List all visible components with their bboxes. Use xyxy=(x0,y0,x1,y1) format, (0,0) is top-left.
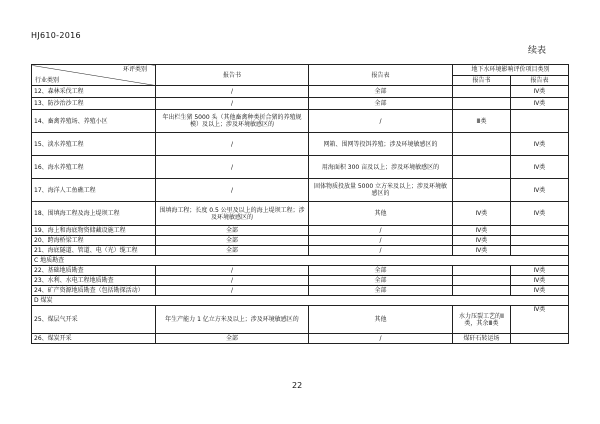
row-gw-form-cell xyxy=(511,236,569,246)
row-gw-form-cell: Ⅳ类 xyxy=(511,98,569,110)
table-row xyxy=(32,246,569,256)
row-report-form-cell: / xyxy=(309,110,453,133)
header-gw-report-book: 报告书 xyxy=(453,75,511,86)
row-name-cell: 15、淡水养殖工程 xyxy=(32,133,156,156)
row-report-form-cell: 其他 xyxy=(309,306,453,334)
row-gw-form-cell xyxy=(511,246,569,256)
row-gw-form-cell xyxy=(511,110,569,133)
row-name-cell: 12、森林采伐工程 xyxy=(32,86,156,98)
row-report-form-cell: 固体物质投放量 5000 立方米及以上；涉及环境敏感区的 xyxy=(309,179,453,202)
row-name-cell: 20、跨海桥梁工程 xyxy=(32,236,156,246)
row-name-cell: 22、基础地质勘查 xyxy=(32,266,156,276)
table-row xyxy=(32,226,569,236)
row-report-form-cell: 其他 xyxy=(309,202,453,226)
row-name-cell: 16、海水养殖工程 xyxy=(32,156,156,179)
row-gw-book-cell: 煤矸石转运场 xyxy=(453,334,511,344)
row-gw-form-cell: Ⅳ类 xyxy=(511,286,569,296)
row-gw-book-cell xyxy=(453,133,511,156)
row-gw-form-cell xyxy=(511,334,569,344)
row-gw-form-cell: Ⅳ类 xyxy=(511,266,569,276)
row-report-book-cell: 全部 xyxy=(156,334,309,344)
header-report-form: 报告表 xyxy=(309,65,453,86)
row-gw-book-cell: Ⅳ类 xyxy=(453,202,511,226)
header-industry-category: 行业类别 xyxy=(35,77,60,84)
row-gw-book-cell: Ⅳ类 xyxy=(453,246,511,256)
row-gw-form-cell: Ⅳ类 xyxy=(511,133,569,156)
row-gw-book-cell: 水力压裂工艺的Ⅱ类，其余Ⅲ类 xyxy=(453,306,511,334)
table-row xyxy=(32,276,569,286)
section-c-body xyxy=(32,256,569,266)
table-row xyxy=(32,266,569,276)
row-report-book-cell: / xyxy=(156,156,309,179)
header-report-book: 报告书 xyxy=(156,65,309,86)
row-name-cell: 18、围填海工程及海上堤坝工程 xyxy=(32,202,156,226)
row-report-book-cell: 全部 xyxy=(156,236,309,246)
row-gw-book-cell: Ⅳ类 xyxy=(453,236,511,246)
row-report-form-cell: 网箱、围网等投饵养殖；涉及环境敏感区的 xyxy=(309,133,453,156)
row-gw-book-cell xyxy=(453,286,511,296)
row-gw-book-cell xyxy=(453,86,511,98)
table-row xyxy=(32,202,569,226)
row-gw-form-cell: Ⅳ类 xyxy=(511,156,569,179)
page-number: 22 xyxy=(292,381,303,390)
diagonal-header-cell xyxy=(32,65,156,86)
row-gw-book-cell: Ⅲ类 xyxy=(453,110,511,133)
row-name-cell: 23、水利、水电工程地质勘查 xyxy=(32,276,156,286)
row-report-book-cell: 年出栏生猪 5000 头（其他畜禽种类折合猪的养殖规模）及以上；涉及环境敏感区的 xyxy=(156,110,309,133)
row-name-cell: 14、畜禽养殖场、养殖小区 xyxy=(32,110,156,133)
table-row xyxy=(32,110,569,133)
row-report-book-cell: 全部 xyxy=(156,246,309,256)
row-report-form-cell: 用海面积 300 亩及以上；涉及环境敏感区的 xyxy=(309,156,453,179)
row-report-form-cell: / xyxy=(309,236,453,246)
row-report-form-cell: 全部 xyxy=(309,266,453,276)
table-row xyxy=(32,156,569,179)
section-c-rows xyxy=(32,266,569,296)
header-groundwater-category: 地下水环境影响评价项目类别 xyxy=(453,65,569,76)
row-gw-form-cell xyxy=(511,226,569,236)
table-body xyxy=(32,86,569,256)
section-d-body xyxy=(32,296,569,344)
row-gw-form-cell: Ⅳ类 xyxy=(511,86,569,98)
continued-label: 续表 xyxy=(528,46,547,56)
row-name-cell: 19、海上和海底物资储藏设施工程 xyxy=(32,226,156,236)
row-gw-form-cell: Ⅳ类 xyxy=(511,179,569,202)
row-report-book-cell: / xyxy=(156,86,309,98)
row-gw-form-cell: Ⅳ类 xyxy=(511,276,569,286)
standard-code: HJ610-2016 xyxy=(31,31,81,40)
row-gw-book-cell xyxy=(453,98,511,110)
row-report-form-cell: / xyxy=(309,334,453,344)
row-report-book-cell: / xyxy=(156,133,309,156)
table-row xyxy=(32,286,569,296)
row-gw-book-cell xyxy=(453,276,511,286)
row-report-form-cell: / xyxy=(309,246,453,256)
row-gw-book-cell xyxy=(453,266,511,276)
row-report-book-cell: / xyxy=(156,98,309,110)
table-row xyxy=(32,236,569,246)
row-name-cell: 17、海洋人工鱼礁工程 xyxy=(32,179,156,202)
row-report-book-cell: 全部 xyxy=(156,226,309,236)
section-heading-coal: D 煤炭 xyxy=(32,296,569,306)
row-gw-book-cell xyxy=(453,179,511,202)
row-name-cell: 21、海底隧道、管道、电（光）缆工程 xyxy=(32,246,156,256)
section-heading-geological-survey: C 地质勘查 xyxy=(32,256,569,266)
row-report-book-cell: / xyxy=(156,266,309,276)
row-gw-book-cell: Ⅳ类 xyxy=(453,226,511,236)
row-gw-form-cell: Ⅳ类 xyxy=(511,306,569,334)
row-gw-form-cell: Ⅳ类 xyxy=(511,202,569,226)
row-name-cell: 13、防沙治沙工程 xyxy=(32,98,156,110)
table-row xyxy=(32,133,569,156)
row-report-form-cell: / xyxy=(309,226,453,236)
row-gw-book-cell xyxy=(453,156,511,179)
row-report-form-cell: 全部 xyxy=(309,86,453,98)
row-report-form-cell: 全部 xyxy=(309,276,453,286)
row-name-cell: 26、煤炭开采 xyxy=(32,334,156,344)
row-report-book-cell: 年生产能力 1 亿立方米及以上；涉及环境敏感区的 xyxy=(156,306,309,334)
table-row xyxy=(32,179,569,202)
header-gw-report-form: 报告表 xyxy=(511,75,569,86)
row-report-form-cell: 全部 xyxy=(309,98,453,110)
row-report-book-cell: / xyxy=(156,276,309,286)
row-report-book-cell: / xyxy=(156,179,309,202)
table-row xyxy=(32,98,569,110)
row-report-book-cell: 围填海工程；长度 0.5 公里及以上的海上堤坝工程；涉及环境敏感区的 xyxy=(156,202,309,226)
row-name-cell: 25、煤层气开采 xyxy=(32,306,156,334)
table-row xyxy=(32,86,569,98)
header-eia-category: 环评类别 xyxy=(122,66,147,73)
project-category-table xyxy=(31,64,569,344)
row-report-book-cell: / xyxy=(156,286,309,296)
row-name-cell: 24、矿产资源地质勘查（包括勘探活动） xyxy=(32,286,156,296)
row-report-form-cell: 全部 xyxy=(309,286,453,296)
